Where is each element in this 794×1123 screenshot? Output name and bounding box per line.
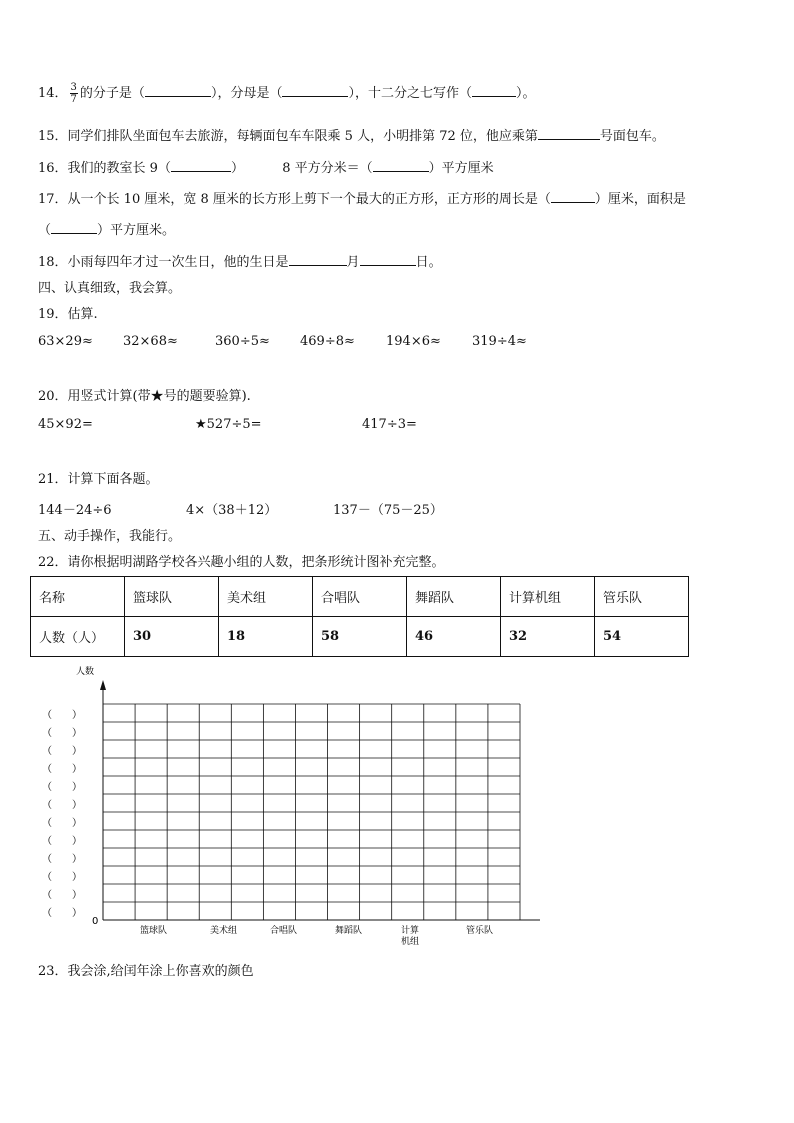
- calc-item: 144－24÷6: [38, 503, 112, 518]
- interest-group-table: [30, 576, 689, 657]
- estimate-item: 194×6≈: [386, 334, 441, 349]
- x-tick-label: 管乐队: [466, 926, 494, 936]
- question-number: 14．: [38, 86, 68, 101]
- answer-blank[interactable]: [282, 84, 348, 97]
- table-cell: 18: [219, 617, 313, 657]
- question-15: 15．同学们排队坐面包车去旅游，每辆面包车车限乘 5 人，小明排第 72 位，他应乘第 号面包车。: [38, 129, 665, 144]
- answer-blank[interactable]: [360, 253, 416, 266]
- section-5-heading: 五、动手操作，我能行。: [38, 529, 182, 544]
- x-tick-label: 机组: [401, 937, 420, 947]
- x-tick-label: 合唱队: [270, 926, 298, 936]
- estimate-item: 469÷8≈: [300, 334, 355, 349]
- answer-blank[interactable]: [538, 127, 600, 140]
- y-tick-placeholder: （ ）: [42, 872, 82, 883]
- question-19-title: 19．估算.: [38, 307, 98, 322]
- origin-label: 0: [92, 916, 99, 927]
- answer-blank[interactable]: [145, 84, 211, 97]
- x-tick-label: 计算: [401, 926, 420, 936]
- table-header-row: [31, 577, 689, 617]
- answer-blank[interactable]: [551, 190, 595, 203]
- table-cell: 54: [595, 617, 689, 657]
- table-cell: 舞蹈队: [407, 577, 501, 617]
- question-21-title: 21．计算下面各题。: [38, 472, 159, 487]
- table-cell: 58: [313, 617, 407, 657]
- x-tick-label: 篮球队: [140, 926, 168, 936]
- calc-item: 137－（75－25）: [333, 503, 443, 518]
- y-tick-placeholder: （ ）: [42, 728, 82, 739]
- table-cell: 计算机组: [501, 577, 595, 617]
- y-axis-label: 人数: [76, 667, 95, 677]
- y-axis-arrow: [100, 680, 106, 690]
- question-16: 16．我们的教室长 9（ ） 8 平方分米＝（ ）平方厘米: [38, 161, 494, 176]
- answer-blank[interactable]: [171, 159, 231, 172]
- section-4-heading: 四、认真细致，我会算。: [38, 281, 182, 296]
- table-cell: 合唱队: [313, 577, 407, 617]
- table-cell: 名称: [31, 577, 125, 617]
- answer-blank[interactable]: [51, 221, 97, 234]
- estimate-item: 63×29≈: [38, 334, 93, 349]
- answer-blank[interactable]: [289, 253, 347, 266]
- y-tick-placeholder: （ ）: [42, 746, 82, 757]
- question-18: 18．小雨每四年才过一次生日，他的生日是 月 日。: [38, 255, 442, 270]
- y-tick-placeholder: （ ）: [42, 764, 82, 775]
- y-tick-placeholder: （ ）: [42, 782, 82, 793]
- y-tick-placeholder: （ ）: [42, 890, 82, 901]
- answer-blank[interactable]: [373, 159, 429, 172]
- answer-blank[interactable]: [472, 84, 516, 97]
- table-cell: 篮球队: [125, 577, 219, 617]
- x-tick-label: 美术组: [210, 926, 238, 936]
- question-17-line1: 17．从一个长 10 厘米，宽 8 厘米的长方形上剪下一个最大的正方形，正方形的周长是（ ）厘米，面积是: [38, 192, 686, 207]
- question-17-line2: （ ）平方厘米。: [38, 223, 176, 238]
- estimate-item: 319÷4≈: [472, 334, 527, 349]
- calc-item: 45×92=: [38, 417, 93, 432]
- y-tick-placeholder: （ ）: [42, 800, 82, 811]
- y-tick-placeholder: （ ）: [42, 854, 82, 865]
- table-cell: 人数（人）: [31, 617, 125, 657]
- table-row: [31, 617, 689, 657]
- estimate-item: 32×68≈: [123, 334, 178, 349]
- y-tick-placeholder: （ ）: [42, 836, 82, 847]
- estimate-item: 360÷5≈: [215, 334, 270, 349]
- table-cell: 美术组: [219, 577, 313, 617]
- table-cell: 32: [501, 617, 595, 657]
- calc-item: 4×（38＋12）: [186, 503, 278, 518]
- x-tick-label: 舞蹈队: [335, 926, 363, 936]
- question-22-title: 22．请你根据明湖路学校各兴趣小组的人数，把条形统计图补充完整。: [38, 555, 445, 570]
- y-tick-placeholder: （ ）: [42, 710, 82, 721]
- question-20-title: 20．用竖式计算(带★号的题要验算).: [38, 389, 251, 404]
- table-cell: 46: [407, 617, 501, 657]
- calc-item: 417÷3=: [362, 417, 417, 432]
- y-tick-placeholder: （ ）: [42, 818, 82, 829]
- bar-chart-grid[interactable]: [30, 660, 550, 952]
- table-cell: 30: [125, 617, 219, 657]
- calc-item: ★527÷5=: [195, 417, 262, 432]
- table-cell: 管乐队: [595, 577, 689, 617]
- question-14: 14． $\frac{3}{7}$ 的分子是（ ），分母是（ ），十二分之七写作（ ）。: [38, 82, 536, 105]
- question-23: 23．我会涂,给闰年涂上你喜欢的颜色: [38, 964, 254, 979]
- fraction: $\frac{3}{7}$: [70, 82, 77, 105]
- y-tick-placeholder: （ ）: [42, 908, 82, 919]
